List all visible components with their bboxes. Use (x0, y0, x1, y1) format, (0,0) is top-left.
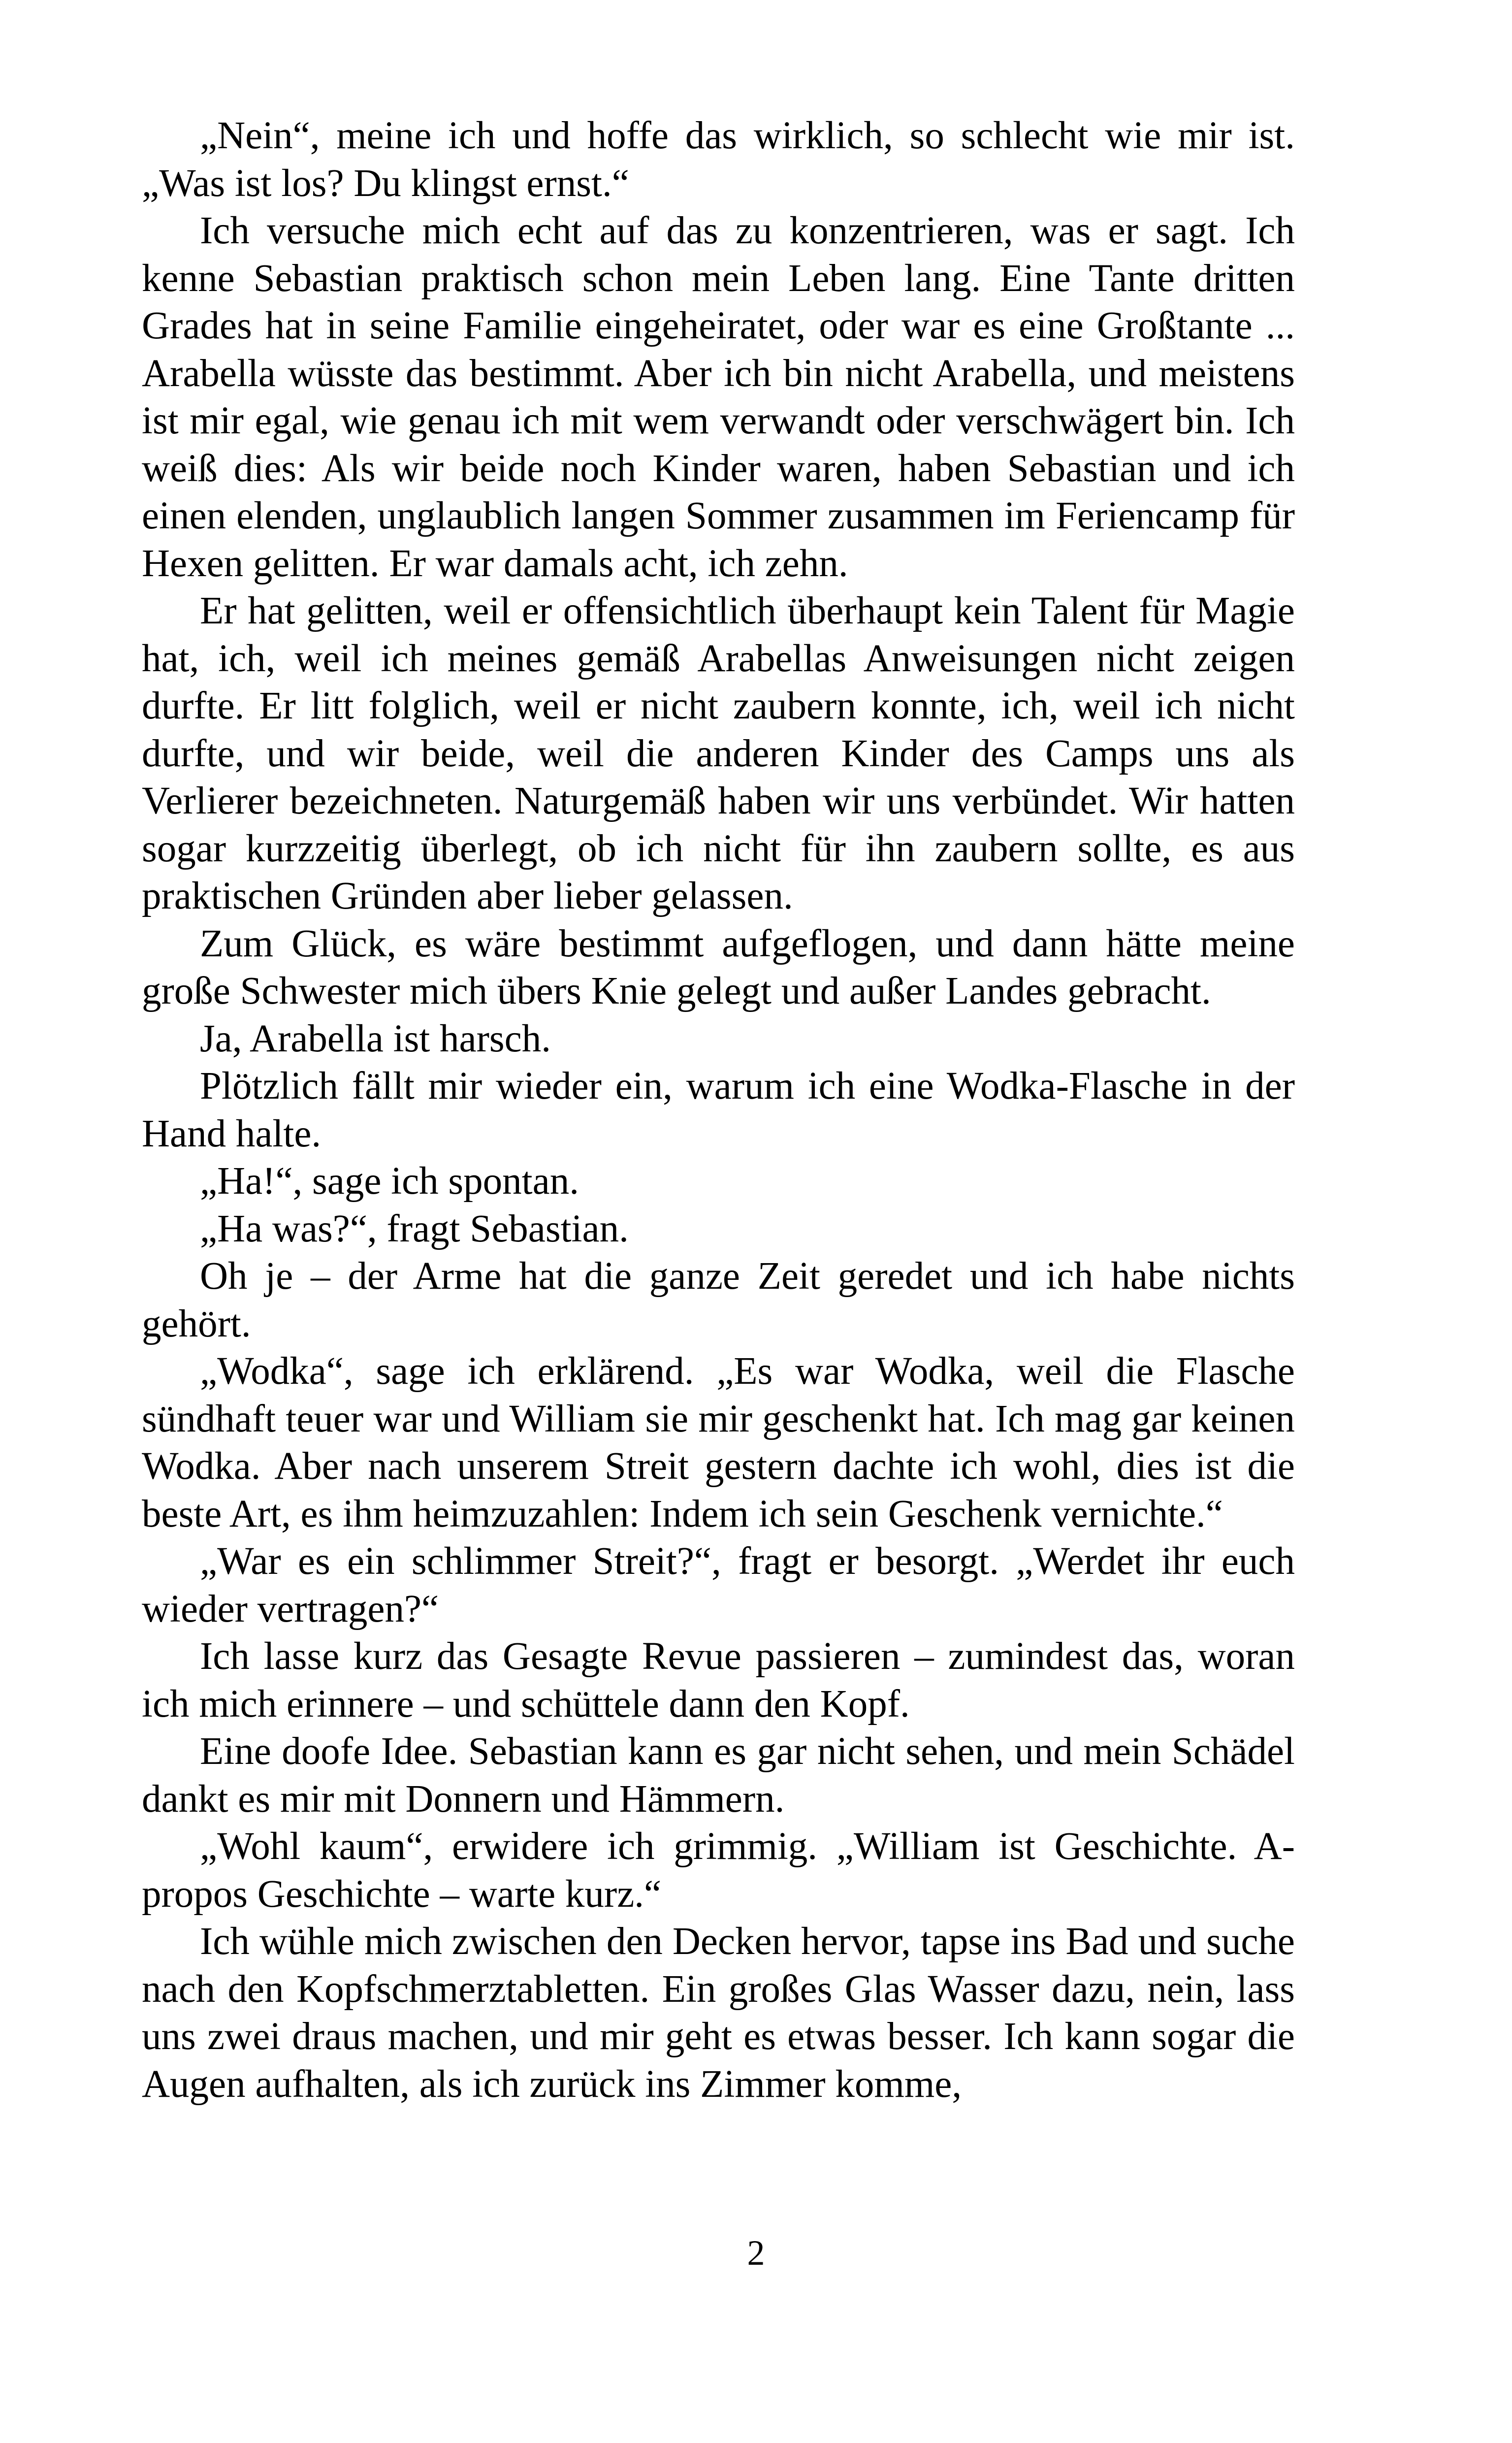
paragraph: „Ha!“, sage ich spontan. (200, 1160, 579, 1203)
body-text (142, 112, 1295, 2108)
paragraph: „Nein“, meine ich und hoffe das wirklich, so schlecht wie mir ist. „Was ist los? Du klingst ernst.“ (142, 114, 1295, 205)
paragraph: Ich wühle mich zwischen den Decken hervor, tapse ins Bad und suche nach den Kopfschmerztabletten. Ein großes Glas Wasser dazu, nein, lass uns zwei draus machen, und mir geht es etwas besser. Ich kann sogar die Augen aufhalten, als ich zurück ins Zimmer komme, (142, 1920, 1295, 2106)
paragraph: Eine doofe Idee. Sebastian kann es gar nicht sehen, und mein Schädel dankt es mir mit Donnern und Hämmern. (142, 1730, 1295, 1821)
paragraph: Ich versuche mich echt auf das zu konzentrieren, was er sagt. Ich kenne Sebastian praktisch schon mein Leben lang. Eine Tante dritten Grades hat in seine Familie eingeheiratet, oder war es eine Großtante ... Arabella wüsste das bestimmt. Aber ich bin nicht Arabella, und meistens ist mir egal, wie genau ich mit wem verwandt oder verschwägert bin. Ich weiß dies: Als wir beide noch Kinder waren, haben Sebastian und ich einen elenden, unglaublich langen Sommer zusammen im Feriencamp für Hexen gelitten. Er war damals acht, ich zehn. (142, 209, 1295, 585)
paragraph: Zum Glück, es wäre bestimmt aufgeflogen, und dann hätte meine große Schwester mich übers Knie gelegt und außer Landes gebracht. (142, 922, 1295, 1012)
paragraph: Oh je – der Arme hat die ganze Zeit geredet und ich habe nichts gehört. (142, 1255, 1295, 1345)
paragraph: Plötzlich fällt mir wieder ein, warum ich eine Wodka-Flasche in der Hand halte. (142, 1065, 1295, 1155)
paragraph: „War es ein schlimmer Streit?“, fragt er besorgt. „Werdet ihr euch wieder vertragen?“ (142, 1540, 1295, 1630)
paragraph: Ich lasse kurz das Gesagte Revue passieren – zumindest das, woran ich mich erinnere – und schüttele dann den Kopf. (142, 1635, 1295, 1726)
paragraph: Ja, Arabella ist harsch. (200, 1017, 551, 1060)
paragraph: „Ha was?“, fragt Sebastian. (200, 1207, 629, 1250)
paragraph: „Wohl kaum“, erwidere ich grimmig. „William ist Geschichte. Apropos Geschichte – warte kurz.“ (142, 1825, 1295, 1916)
page-number: 2 (747, 2233, 765, 2273)
paragraph: „Wodka“, sage ich erklärend. „Es war Wodka, weil die Flasche sündhaft teuer war und William sie mir geschenkt hat. Ich mag gar keinen Wodka. Aber nach unserem Streit gestern dachte ich wohl, dies ist die beste Art, es ihm heimzuzahlen: Indem ich sein Geschenk vernichte.“ (142, 1350, 1295, 1535)
paragraph: Er hat gelitten, weil er offensichtlich überhaupt kein Talent für Magie hat, ich, weil ich meines gemäß Arabellas Anweisungen nicht zeigen durfte. Er litt folglich, weil er nicht zaubern konnte, ich, weil ich nicht durfte, und wir beide, weil die anderen Kinder des Camps uns als Verlierer bezeichneten. Naturgemäß haben wir uns verbündet. Wir hatten sogar kurzzeitig überlegt, ob ich nicht für ihn zaubern sollte, es aus praktischen Gründen aber lieber gelassen. (142, 589, 1295, 917)
